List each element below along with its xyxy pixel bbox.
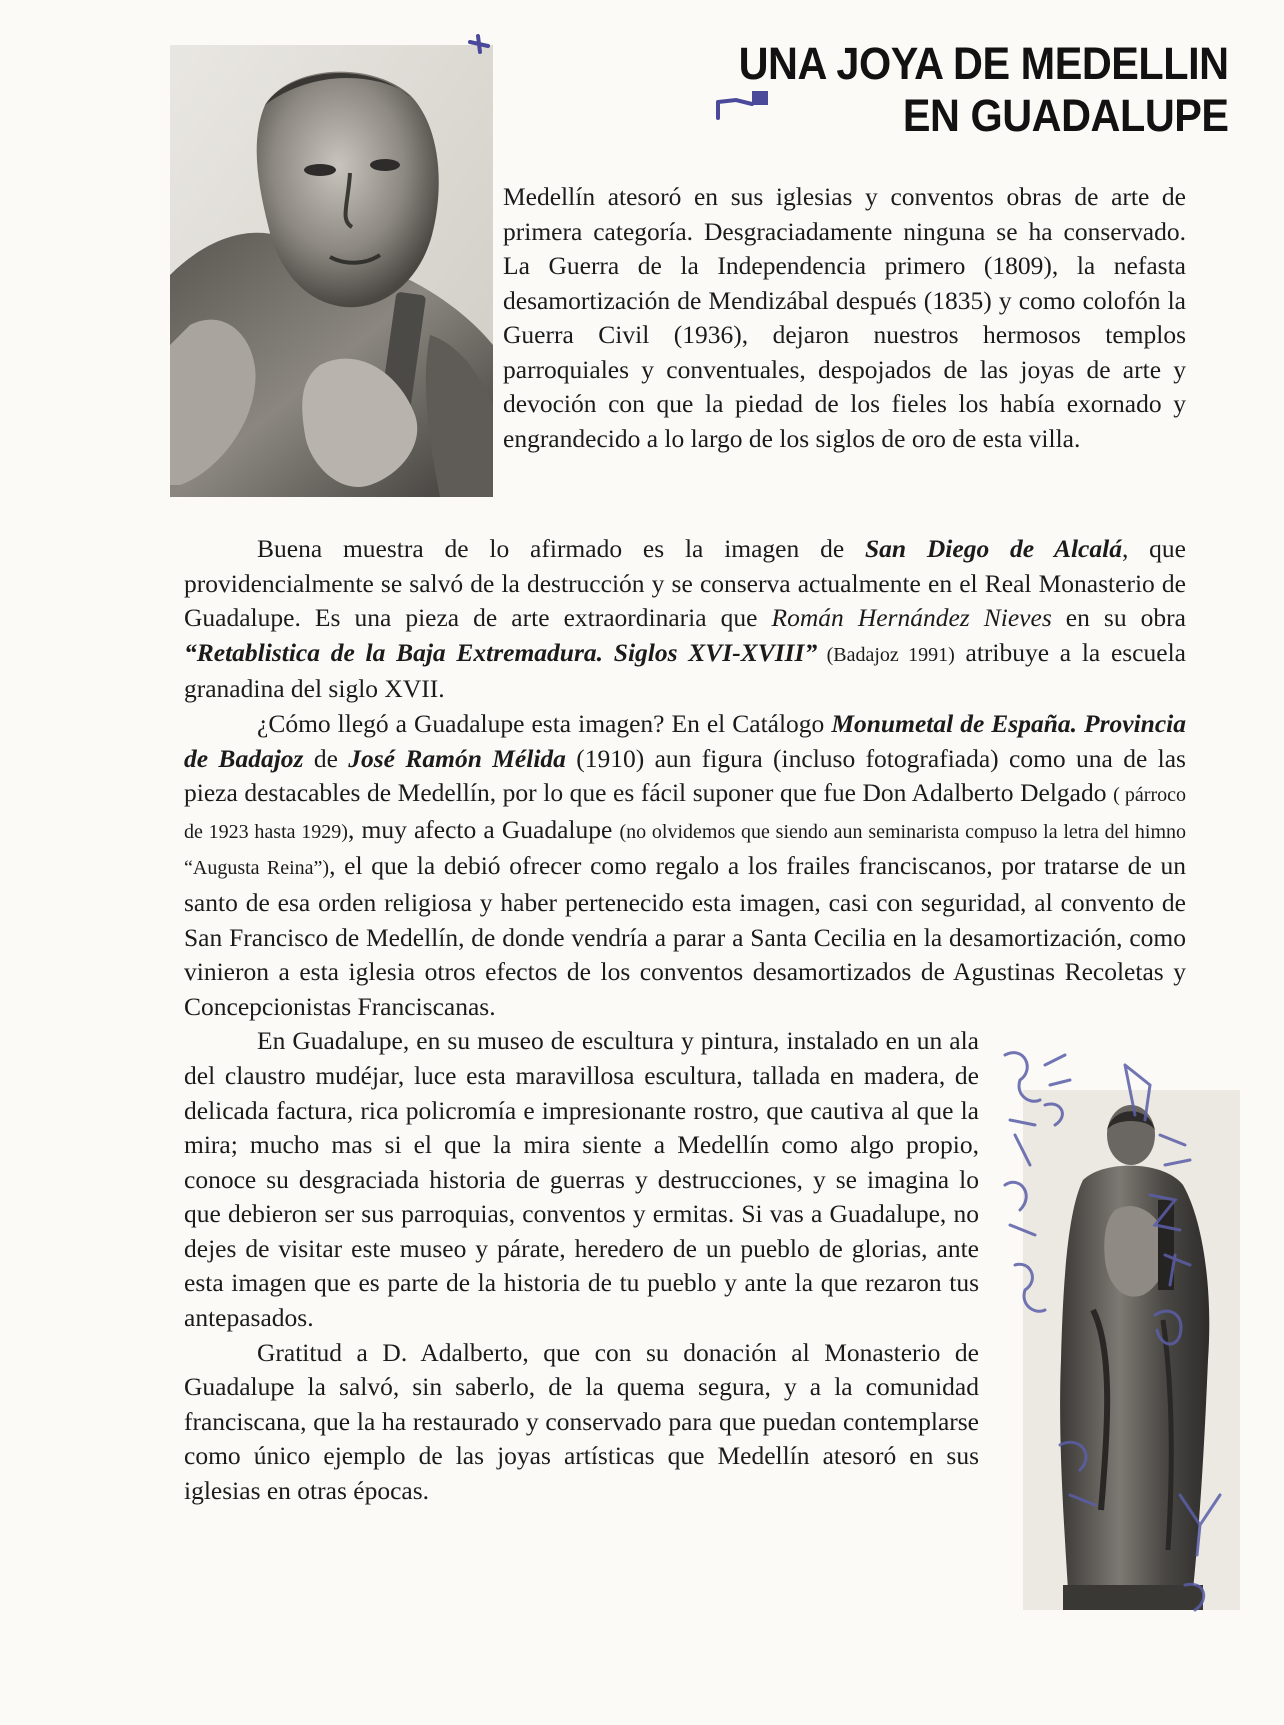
statue-full-photo: [1023, 1090, 1240, 1610]
title-line-1: UNA JOYA DE MEDELLIN: [739, 38, 1229, 89]
author-name: Román Hernández Nieves: [771, 603, 1052, 633]
catalog-title: Monumetal de España. Provincia de Badajoz: [184, 708, 1187, 773]
paragraph-3: En Guadalupe, en su museo de escultura y pintura, instalado en un ala del claustro mudéjar, luce esta maravillosa escultura, tallada en madera, de delicada factura, rica policromía e impresionante rostro, que cautiva al que la mira; mucho mas si el que la mira siente a Medellín como algo propio, conoce su desgraciada historia de guerras y destrucciones, y se imagina lo que debieron ser sus parroquias, conventos y ermitas. Si vas a Guadalupe, no dejes de visitar este museo y párate, heredero de un pueblo de glorias, ante esta imagen que es parte de la historia de tu pueblo y ante la que rezaron tus antepasados.: [184, 1026, 979, 1333]
emphasis-san-diego: San Diego de Alcalá: [864, 534, 1122, 563]
intro-paragraph: Medellín atesoró en sus iglesias y conventos obras de arte de primera categoría. Desgraciadamente ninguna se ha conservado. La Guerra de la Independencia primero (1809), la nefasta desamortización de Mendizábal después (1835) y como colofón la Guerra Civil (1936), dejaron nuestros hermosos templos parroquiales y conventuales, despojados de las joyas de arte y devoción con que la piedad de los fieles los había exornado y engrandecido a lo largo de los siglos de oro de esta villa.: [503, 182, 1186, 453]
paragraph-2: ¿Cómo llegó a Guadalupe esta imagen? En el Catálogo Monumetal de España. Provincia de Badajoz de José Ramón Mélida (1910) aun figura (incluso fotografiada) como una de las pieza destacables de Medellín, por lo que es fácil suponer que fue Don Adalberto Delgado ( párroco de 1923 hasta 1929), muy afecto a Guadalupe (no olvidemos que siendo aun seminarista compuso la letra del himno “Augusta Reina”), el que la debió ofrecer como regalo a los frailes franciscanos, por tratarse de un santo de esa orden religiosa y haber pertenecido esta imagen, casi con seguridad, al convento de San Francisco de Medellín, de donde vendría a parar a Santa Cecilia en la desamortización, como vinieron a esta iglesia otros efectos de los conventos desamortizados de Agustinas Recoletas y Concepcionistas Franciscanas.: [184, 708, 1187, 1021]
statue-bust-photo: [170, 45, 493, 497]
paragraph-4: Gratitud a D. Adalberto, que con su donación al Monasterio de Guadalupe la salvó, sin saberlo, de la quema segura, y a la comunidad franciscana, que la ha restaurado y conservado para que puedan contemplarse como único ejemplo de las joyas artísticas que Medellín atesoró en sus iglesias en otras épocas.: [184, 1337, 979, 1506]
catalog-author: José Ramón Mélida: [348, 743, 566, 773]
paragraph-1: Buena muestra de lo afirmado es la imagen de San Diego de Alcalá, que providencialmente se salvó de la destrucción y se conserva actualmente en el Real Monasterio de Guadalupe. Es una pieza de arte extraordinaria que Román Hernández Nieves en su obra “Retablistica de la Baja Extremadura. Siglos XVI-XVIII” (Badajoz 1991) atribuye a la escuela granadina del siglo XVII.: [184, 534, 1186, 704]
title-line-2: EN GUADALUPE: [903, 90, 1229, 141]
article-title: [739, 38, 1229, 142]
book-title: “Retablistica de la Baja Extremadura. Siglos XVI-XVIII”: [184, 637, 818, 667]
